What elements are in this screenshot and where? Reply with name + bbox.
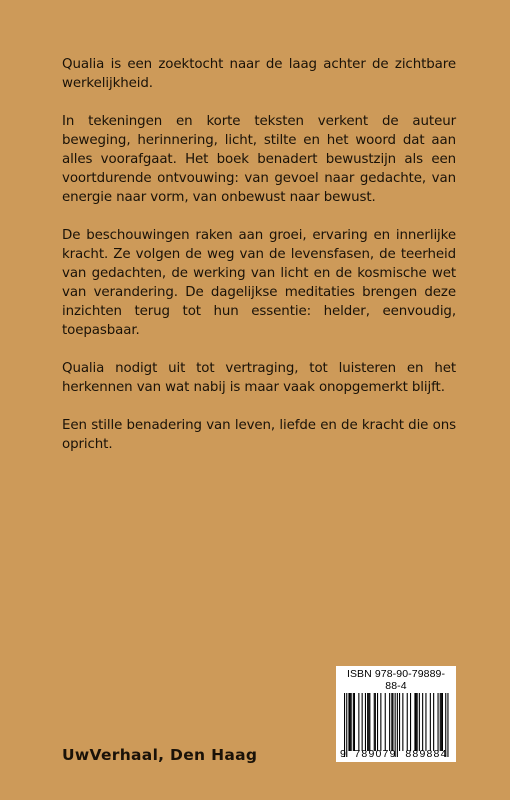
barcode-bar xyxy=(367,693,368,751)
barcode-bar xyxy=(399,693,400,751)
isbn-barcode xyxy=(336,666,456,762)
barcode-digit-first: 9 xyxy=(340,748,346,760)
blurb-text xyxy=(62,55,456,473)
blurb-paragraph-5: Een stille benadering van leven, liefde en de kracht die ons opricht. xyxy=(62,418,456,452)
barcode-bar xyxy=(389,693,390,751)
barcode-bar xyxy=(441,693,442,751)
barcode-bar xyxy=(433,693,434,751)
barcode-bar xyxy=(350,693,351,751)
barcode-bar xyxy=(375,693,376,751)
barcode-bar xyxy=(438,693,439,751)
barcode-bar xyxy=(353,693,354,751)
barcode-bar xyxy=(368,693,369,751)
barcode-bar xyxy=(362,693,363,751)
isbn-label: ISBN 978-90-79889-88-4 xyxy=(346,668,446,692)
barcode-bar xyxy=(407,693,408,751)
blurb-paragraph-2: In tekeningen en korte teksten verkent de auteur beweging, herinnering, licht, stilte en het woord dat aan alles voorafgaat. Het boek benadert bewustzijn als een voortdurende ontvouwing: van gevoel naar gedachte, van energie naar vorm, van onbewust naar bewust. xyxy=(62,114,456,205)
barcode-bar xyxy=(422,693,423,751)
barcode-bar xyxy=(391,693,392,751)
barcode-bar xyxy=(369,693,370,751)
barcode-bar xyxy=(416,693,417,751)
blurb-paragraph-4: Qualia nodigt uit tot vertraging, tot luisteren en het herkennen van wat nabij is maar vaak onopgemerkt blijft. xyxy=(62,361,456,395)
barcode-bar xyxy=(425,693,426,751)
barcode-digit-group-right: 889884 xyxy=(405,748,448,760)
barcode-bar xyxy=(430,693,431,751)
barcode-bar xyxy=(365,693,366,751)
barcode-bar xyxy=(402,693,403,751)
barcode-bar xyxy=(417,693,418,751)
barcode-bar xyxy=(419,693,420,751)
barcode-digit-group-left: 789079 xyxy=(354,748,397,760)
barcode-bar xyxy=(385,693,386,751)
barcode-bar xyxy=(358,693,359,751)
barcode-bar xyxy=(374,693,375,751)
barcode-bar xyxy=(377,693,378,751)
barcode-bar xyxy=(440,693,441,751)
barcode-bar xyxy=(380,693,381,751)
barcode-bar xyxy=(410,693,411,751)
barcode-bar xyxy=(392,693,393,751)
blurb-paragraph-3: De beschouwingen raken aan groei, ervaring en innerlijke kracht. Ze volgen de weg van de levensfasen, de teerheid van gedachten, de werking van licht en de kosmische wet van verandering. De dagelijkse meditaties brengen deze inzichten terug tot hun essentie: helder, eenvoudig, toepasbaar. xyxy=(62,228,456,338)
barcode-bar xyxy=(348,693,349,751)
publisher-imprint: UwVerhaal, Den Haag xyxy=(62,746,258,764)
barcode-bar xyxy=(414,693,415,751)
blurb-paragraph-1: Qualia is een zoektocht naar de laag achter de zichtbare werkelijkheid. xyxy=(62,57,456,91)
barcode-bar xyxy=(442,693,443,751)
barcode-digits xyxy=(340,748,452,760)
barcode-bar xyxy=(354,693,355,751)
barcode-bar xyxy=(351,693,352,751)
